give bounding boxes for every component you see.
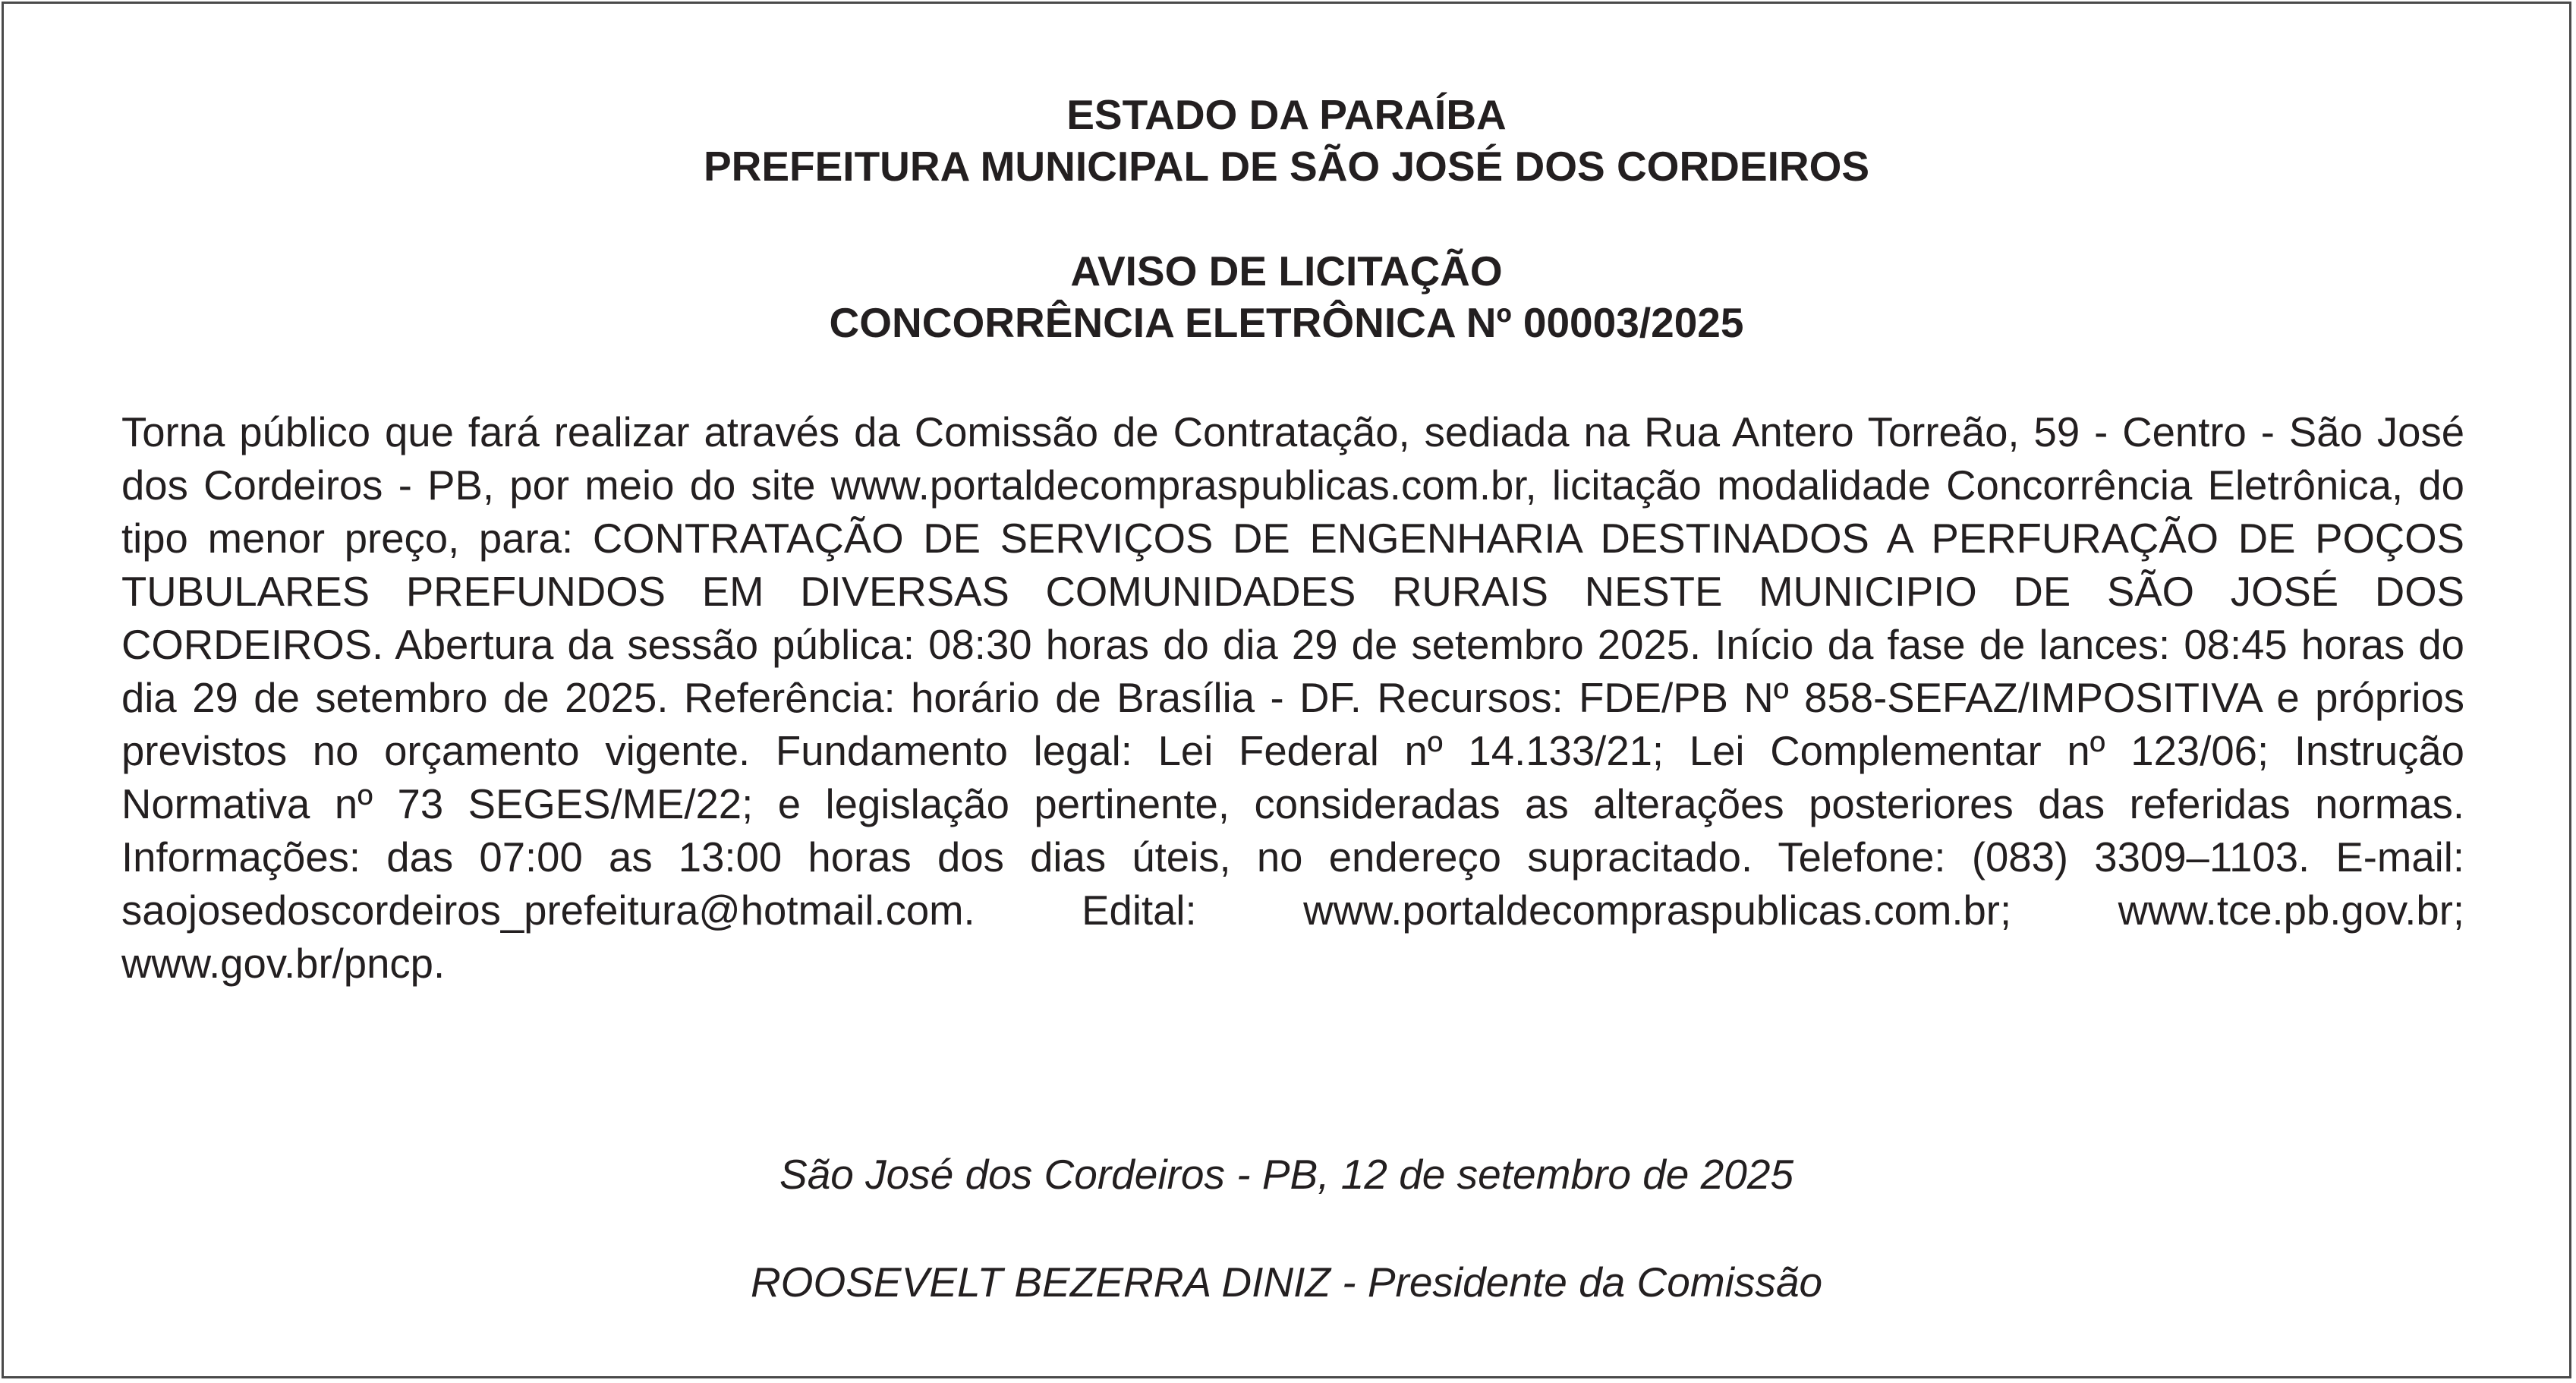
municipality-name: PREFEITURA MUNICIPAL DE SÃO JOSÉ DOS CORDEIROS	[703, 143, 1870, 190]
notice-title: AVISO DE LICITAÇÃO	[1070, 247, 1503, 295]
notice-body: Torna público que fará realizar através da Comissão de Contratação, sediada na Rua Antero Torreão, 59 - Centro - São José dos Cordeiros - PB, por meio do site www.portaldecompraspublicas.com.br, licitação modalidade Concorrência Eletrônica, do tipo menor preço, para: CONTRATAÇÃO DE SERVIÇOS DE ENGENHARIA DESTINADOS A PERFURAÇÃO DE POÇOS TUBULARES PREFUNDOS EM DIVERSAS COMUNIDADES RURAIS NESTE MUNICIPIO DE SÃO JOSÉ DOS CORDEIROS. Abertura da sessão pública: 08:30 horas do dia 29 de setembro 2025. Início da fase de lances: 08:45 horas do dia 29 de setembro de 2025. Referência: horário de Brasília - DF. Recursos: FDE/PB Nº 858-SEFAZ/IMPOSITIVA e próprios previstos no orçamento vigente. Fundamento legal: Lei Federal nº 14.133/21; Lei Complementar nº 123/06; Instrução Normativa nº 73 SEGES/ME/22; e legislação pertinente, consideradas as alterações posteriores das referidas normas. Informações: das 07:00 as 13:00 horas dos dias úteis, no endereço supracitado. Telefone: (083) 3309–1103. E-mail: saojosedoscordeiros_prefeitura@hotmail.com. Edital: www.portaldecompraspublicas.com.br; www.tce.pb.gov.br; www.gov.br/pncp.	[121, 409, 2464, 987]
state-name: ESTADO DA PARAÍBA	[1066, 91, 1507, 138]
place-date: São José dos Cordeiros - PB, 12 de setembro de 2025	[779, 1151, 1794, 1198]
notice-subtitle: CONCORRÊNCIA ELETRÔNICA Nº 00003/2025	[829, 299, 1744, 346]
notice-frame	[2, 2, 2571, 1378]
issuer-header	[4, 89, 2569, 192]
signature-line: ROOSEVELT BEZERRA DINIZ - Presidente da Comissão	[750, 1259, 1823, 1306]
notice-header	[4, 245, 2569, 348]
